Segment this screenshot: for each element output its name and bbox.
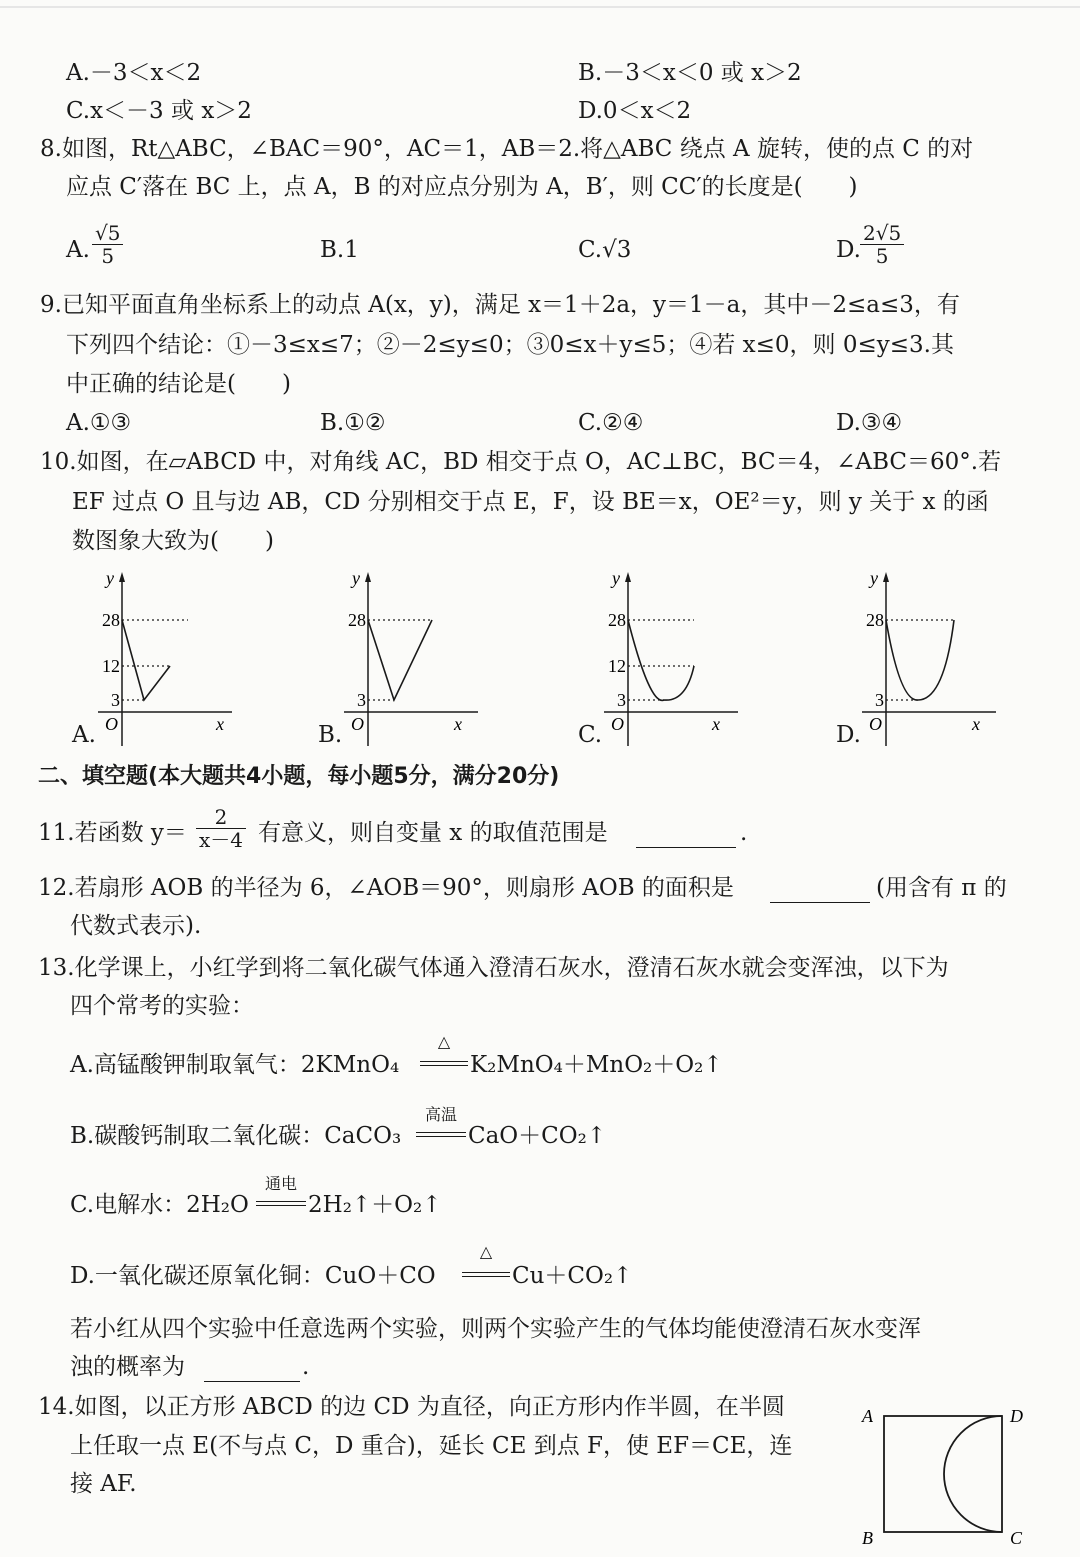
q13-question-line1: 若小红从四个实验中任意选两个实验，则两个实验产生的气体均能使澄清石灰水变浑 [70,1316,921,1342]
q11-suffix: 有意义，则自变量 x 的取值范围是 [258,820,608,846]
q9-option-d: D.③④ [836,410,903,436]
tick-3: 3 [875,690,884,710]
top-divider [0,6,1080,8]
q13-end: . [302,1354,310,1380]
q7-option-a: A.－3＜x＜2 [66,60,202,86]
q13-stem-line2: 四个常考的实验： [70,993,254,1019]
q13-stem-line1: 13.化学课上，小红学到将二氧化碳气体通入澄清石灰水，澄清石灰水就会变浑浊，以下为 [38,955,949,981]
q8-option-d-label: D. [836,237,861,263]
q9-stem-line3: 中正确的结论是( ) [66,371,291,397]
q8-stem-line1: 8.如图，Rt△ABC，∠BAC＝90°，AC＝1，AB＝2.将△ABC 绕点 A 旋转，使的点 C 的对 [40,136,974,162]
q13-eq-d-left: D.一氧化碳还原氧化铜：CuO＋CO [70,1263,436,1289]
q8-d-numerator: 2√5 [860,222,904,245]
origin-label: O [611,714,624,734]
q13-eq-c-right: 2H₂↑＋O₂↑ [308,1192,442,1218]
q8-option-c: C.√3 [578,237,632,263]
curve [368,620,432,700]
q12-line2: 代数式表示). [70,913,202,939]
tick-28: 28 [608,610,626,630]
curve [122,620,170,700]
tick-28: 28 [102,610,120,630]
y-label: y [352,568,360,588]
y-axis-arrow [883,572,889,582]
q8-option-a-label: A. [66,237,90,263]
q14-square-figure [852,1398,1042,1554]
q13-eq-c-left: C.电解水：2H₂O [70,1192,249,1218]
q10-graph-c-label: C. [578,722,603,748]
tick-12: 12 [102,656,120,676]
semicircle [944,1416,1002,1532]
q8-option-d-fraction [860,222,904,267]
origin-label: O [869,714,882,734]
q13-eq-d-right: Cu＋CO₂↑ [512,1263,633,1289]
q10-graph-d-label: D. [836,722,861,748]
origin-label: O [351,714,364,734]
x-label: x [712,714,720,734]
q14-stem-line3: 接 AF. [70,1471,137,1497]
section-2-heading: 二、填空题(本大题共4小题，每小题5分，满分20分) [38,764,560,789]
tick-3: 3 [111,690,120,710]
q10-graph-a-label: A. [72,722,96,748]
q13-eq-d-condition: △ [479,1242,493,1261]
vertex-a-label: A [862,1406,873,1426]
q10-graph-d [856,566,1006,752]
q8-option-a-fraction [92,222,123,267]
origin-label: O [105,714,118,734]
q8-stem-line2: 应点 C′落在 BC 上，点 A，B 的对应点分别为 A，B′，则 CC′的长度是( ) [66,174,858,200]
q10-stem-line3: 数图象大致为( ) [72,528,274,554]
q7-option-c: C.x＜－3 或 x＞2 [66,98,252,124]
q12-line1-tail: (用含有 π 的 [876,875,1007,901]
q13-eq-c-condition: 通电 [264,1174,297,1193]
q10-graph-b [338,566,488,752]
y-axis-arrow [365,572,371,582]
y-label: y [612,568,620,588]
q11-fraction [196,806,246,851]
y-label: y [106,568,114,588]
q9-option-b: B.①② [320,410,386,436]
square-abcd [884,1416,1002,1532]
curve [886,620,954,700]
q11-answer-blank [636,818,736,848]
q13-question-line2: 浊的概率为 [70,1354,185,1380]
q13-eq-a-sign [420,1061,468,1066]
q11-numerator: 2 [196,806,246,829]
q7-option-b: B.－3＜x＜0 或 x＞2 [578,60,802,86]
q7-option-d: D.0＜x＜2 [578,98,692,124]
vertex-b-label: B [862,1528,873,1548]
q13-eq-b-left: B.碳酸钙制取二氧化碳：CaCO₃ [70,1123,402,1149]
q13-eq-c-sign [256,1201,306,1206]
vertex-c-label: C [1010,1528,1023,1548]
q12-line1: 12.若扇形 AOB 的半径为 6，∠AOB＝90°，则扇形 AOB 的面积是 [38,875,734,901]
q11-denominator: x－4 [199,828,244,852]
q8-option-b: B.1 [320,237,359,263]
q10-graph-a [92,566,242,752]
q13-eq-b-condition: 高温 [424,1105,457,1124]
tick-28: 28 [866,610,884,630]
q9-option-a: A.①③ [66,410,132,436]
q9-stem-line1: 9.已知平面直角坐标系上的动点 A(x，y)，满足 x＝1＋2a，y＝1－a，其中－2≤a≤3，有 [40,292,960,318]
q9-stem-line2: 下列四个结论：①－3≤x≤7；②－2≤y≤0；③0≤x＋y≤5；④若 x≤0，则 0≤y≤3.其 [66,332,954,358]
tick-3: 3 [357,690,366,710]
vertex-d-label: D [1010,1406,1023,1426]
tick-3: 3 [617,690,626,710]
q13-eq-b-sign [416,1132,466,1137]
q10-graph-c [598,566,748,752]
q8-a-denominator: 5 [101,244,115,268]
q13-answer-blank [204,1352,300,1382]
q13-eq-a-left: A.高锰酸钾制取氧气：2KMnO₄ [70,1052,400,1078]
x-label: x [454,714,462,734]
q12-answer-blank [770,873,870,903]
q13-eq-a-condition: △ [437,1032,451,1051]
q10-stem-line1: 10.如图，在▱ABCD 中，对角线 AC，BD 相交于点 O，AC⊥BC，BC＝4，∠ABC＝60°.若 [40,449,1002,475]
q13-eq-d-sign [462,1272,510,1277]
q14-stem-line1: 14.如图，以正方形 ABCD 的边 CD 为直径，向正方形内作半圆，在半圆 [38,1394,785,1420]
q13-eq-b-right: CaO＋CO₂↑ [468,1123,607,1149]
curve [628,620,694,700]
y-label: y [870,568,878,588]
x-label: x [972,714,980,734]
x-label: x [216,714,224,734]
q10-graph-b-label: B. [318,722,343,748]
y-axis-arrow [625,572,631,582]
q11-end: . [740,820,748,846]
q11-prefix: 11.若函数 y＝ [38,820,187,846]
q13-eq-a-right: K₂MnO₄＋MnO₂＋O₂↑ [470,1052,723,1078]
q8-d-denominator: 5 [875,244,889,268]
q14-stem-line2: 上任取一点 E(不与点 C，D 重合)，延长 CE 到点 F，使 EF＝CE，连 [70,1433,793,1459]
tick-28: 28 [348,610,366,630]
q9-option-c: C.②④ [578,410,644,436]
tick-12: 12 [608,656,626,676]
q10-stem-line2: EF 过点 O 且与边 AB，CD 分别相交于点 E，F，设 BE＝x，OE²＝y，则 y 关于 x 的函 [72,489,989,515]
y-axis-arrow [119,572,125,582]
q8-a-numerator: √5 [92,222,123,245]
